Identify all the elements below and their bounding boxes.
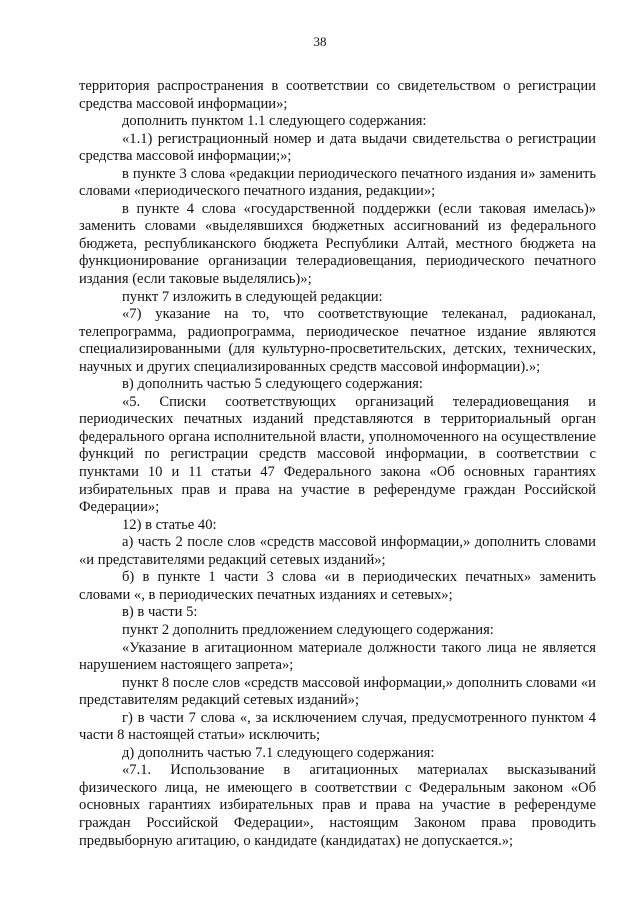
document-body bbox=[79, 78, 596, 850]
paragraph: «Указание в агитационном материале должности такого лица не является нарушением настоящего запрета»; bbox=[79, 639, 596, 674]
paragraph: г) в части 7 слова «, за исключением случая, предусмотренного пунктом 4 части 8 настоящей статьи» исключить; bbox=[79, 709, 596, 744]
paragraph: в пункте 3 слова «редакции периодического печатного издания и» заменить словами «периодического печатного издания, редакции»; bbox=[79, 165, 596, 200]
paragraph: «7.1. Использование в агитационных материалах высказываний физического лица, не имеющего в соответствии с Федеральным законом «Об основных гарантиях избирательных прав и права на участие в референдуме граждан Российской Федерации», настоящим Законом права проводить предвыборную агитацию, о кандидате (кандидатах) не допускается.»; bbox=[79, 762, 596, 849]
paragraph: б) в пункте 1 части 3 слова «и в периодических печатных» заменить словами «, в периодических печатных изданиях и сетевых»; bbox=[79, 569, 596, 603]
paragraph: пункт 2 дополнить предложением следующего содержания: bbox=[122, 621, 494, 638]
page-number: 38 bbox=[313, 34, 327, 49]
paragraph: «1.1) регистрационный номер и дата выдачи свидетельства о регистрации средства массовой информации;»; bbox=[79, 130, 596, 165]
paragraph: 12) в статье 40: bbox=[122, 516, 217, 533]
paragraph: «5. Списки соответствующих организаций телерадиовещания и периодических печатных изданий представляются в территориальный орган федерального органа исполнительной власти, уполномоченного на осуществление функций по регистрации средств массовой информации, в соответствии с пунктами 10 и 11 статьи 47 Федерального закона «Об основных гарантиях избирательных прав и права на участие в референдуме граждан Российской Федерации»; bbox=[79, 393, 596, 516]
paragraph-continuation: территория распространения в соответствии со свидетельством о регистрации средства массовой информации»; bbox=[79, 78, 596, 112]
paragraph: а) часть 2 после слов «средств массовой информации,» дополнить словами «и представителями редакций сетевых изданий»; bbox=[79, 534, 596, 568]
paragraph: в пункте 4 слова «государственной поддержки (если таковая имелась)» заменить словами «выделявшихся бюджетных ассигнований из федерального бюджета, республиканского бюджета Республики Алтай, местного бюджета на функционирование организации телерадиовещания, периодического печатного издания (если таковые выделялись)»; bbox=[79, 200, 596, 288]
paragraph: пункт 7 изложить в следующей редакции: bbox=[122, 288, 383, 305]
paragraph: в) в части 5: bbox=[122, 604, 198, 621]
paragraph: «7) указание на то, что соответствующие телеканал, радиоканал, телепрограмма, радиопрограмма, периодическое печатное издание являются специализированными (для культурно-просветительских, детских, технических, научных и других специализированных средств массовой информации).»; bbox=[79, 306, 596, 375]
paragraph: в) дополнить частью 5 следующего содержания: bbox=[122, 376, 423, 393]
paragraph: д) дополнить частью 7.1 следующего содержания: bbox=[122, 744, 435, 761]
paragraph: дополнить пунктом 1.1 следующего содержания: bbox=[122, 113, 427, 130]
paragraph: пункт 8 после слов «средств массовой информации,» дополнить словами «и представителям редакций сетевых изданий»; bbox=[79, 674, 596, 709]
